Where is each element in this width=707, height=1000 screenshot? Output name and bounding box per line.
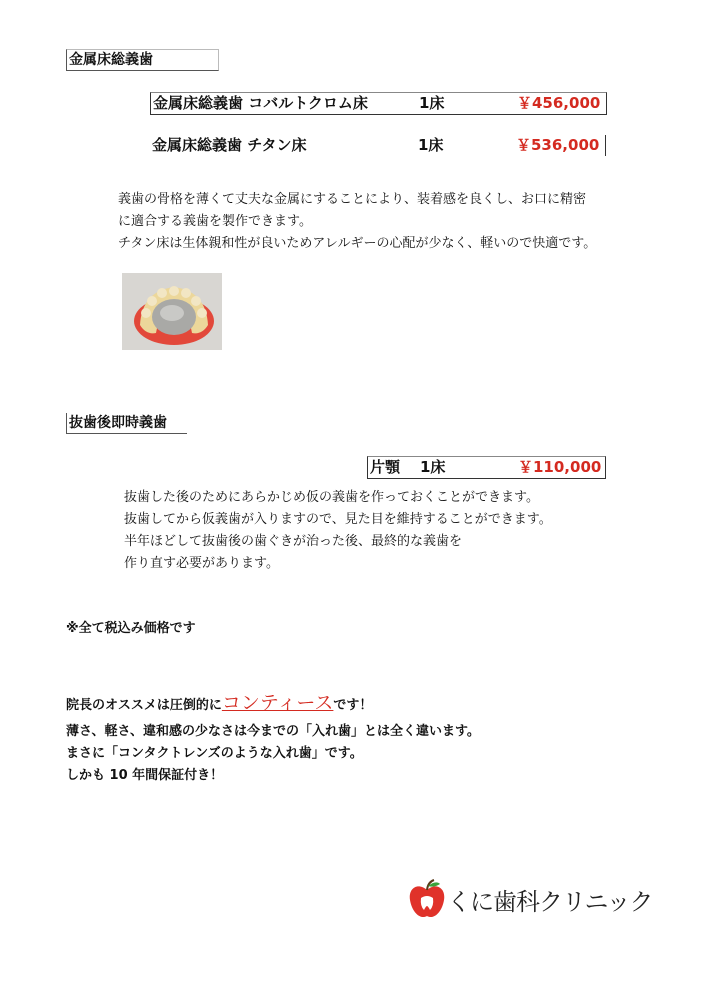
immediate-denture-description	[124, 487, 552, 575]
item-unit: 1床	[418, 136, 444, 154]
apple-tooth-icon	[408, 878, 446, 920]
recommendation-line	[66, 688, 372, 715]
tax-note: ※全て税込み価格です	[66, 621, 196, 636]
recommendation-text-line: 薄さ、軽さ、違和感の少なさは今までの「入れ歯」とは全く違います。	[66, 724, 480, 739]
description-line: 作り直す必要があります。	[124, 556, 279, 571]
recommendation-suffix: です！	[333, 698, 373, 713]
metal-denture-description	[118, 189, 596, 255]
price-row-titanium	[150, 135, 606, 156]
description-line: 義歯の骨格を薄くて丈夫な金属にすることにより、装着感を良くし、お口に精密	[118, 192, 587, 207]
item-name: 金属床総義歯 コバルトクロム床	[153, 94, 368, 112]
item-name: 片顎	[370, 458, 401, 476]
description-line: 抜歯した後のためにあらかじめ仮の義歯を作っておくことができます。	[124, 490, 539, 505]
item-unit: 1床	[419, 94, 445, 112]
item-unit: 1床	[420, 458, 446, 476]
recommendation-text-line: まさに「コンタクトレンズのような入れ歯」です。	[66, 746, 363, 761]
description-line: に適合する義歯を製作できます。	[118, 214, 312, 229]
price-row-cobalt-chrome	[150, 92, 607, 115]
recommendation-text-line: しかも 10 年間保証付き！	[66, 768, 224, 783]
recommendation-prefix: 院長のオススメは圧倒的に	[66, 698, 222, 713]
recommendation-highlight: コンティース	[221, 692, 334, 714]
description-line: 半年ほどして抜歯後の歯ぐきが治った後、最終的な義歯を	[124, 534, 463, 549]
price-row-one-jaw	[367, 456, 606, 479]
item-price: ￥536,000	[516, 136, 600, 154]
item-price: ￥110,000	[518, 458, 602, 476]
item-price: ￥456,000	[517, 94, 601, 112]
clinic-logo-text: くに歯科クリニック	[447, 888, 653, 916]
recommendation-text	[66, 721, 480, 787]
section-heading-metal-denture: 金属床総義歯	[66, 49, 219, 71]
description-line: チタン床は生体親和性が良いためアレルギーの心配が少なく、軽いので快適です。	[118, 236, 597, 251]
section-heading-immediate-denture: 抜歯後即時義歯	[66, 413, 187, 434]
item-name: 金属床総義歯 チタン床	[152, 136, 307, 154]
description-line: 抜歯してから仮義歯が入りますので、見た目を維持することができます。	[124, 512, 552, 527]
metal-denture-photo	[122, 273, 222, 350]
